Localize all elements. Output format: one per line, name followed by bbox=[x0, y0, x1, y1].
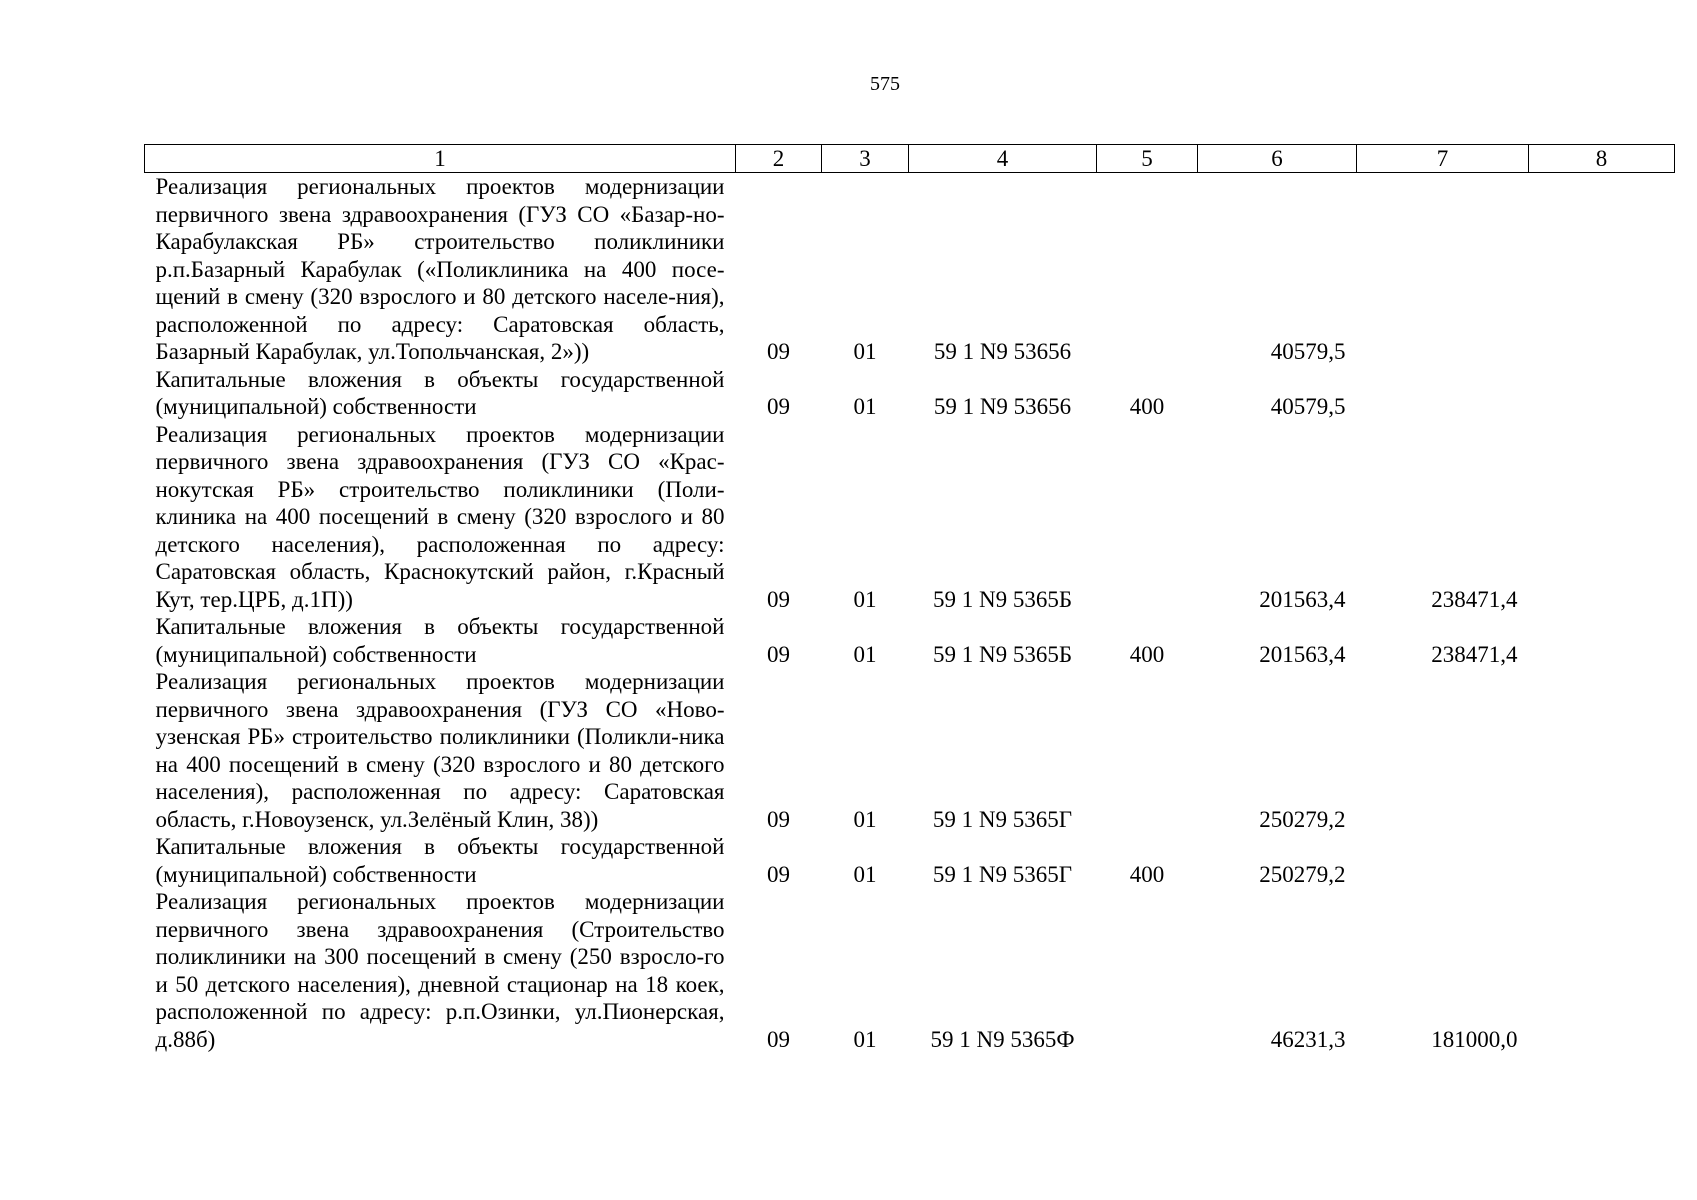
row-target-code: 59 1 N9 53656 bbox=[933, 339, 1072, 364]
row-amount-col7 bbox=[1357, 366, 1529, 421]
row-expense-type bbox=[1097, 668, 1198, 833]
row-target-code: 59 1 N9 5365Б bbox=[932, 641, 1073, 667]
header-col-1: 1 bbox=[145, 145, 736, 173]
header-col-8: 8 bbox=[1529, 145, 1675, 173]
row-target-code: 59 1 N9 5365Б bbox=[932, 586, 1073, 612]
row-target-code: 59 1 N9 5365Г bbox=[932, 806, 1073, 832]
row-description: Реализация региональных проектов модернизации первичного звена здравоохранения (ГУЗ СО «Базар-но-Карабулакская РБ» строительство поликлиники р.п.Базарный Карабулак («Поликлиника на 400 посе-щений в смену (320 взрослого и 80 детского населе-ния), расположенной по адресу: Саратовская область, Базарный Карабулак, ул.Топольчанская, 2»)) bbox=[155, 174, 725, 364]
table-row bbox=[145, 668, 1675, 833]
row-amount-col6: 250279,2 bbox=[1259, 806, 1346, 832]
row-target-code: 59 1 N9 5365Ф bbox=[930, 1026, 1075, 1052]
header-col-4: 4 bbox=[909, 145, 1097, 173]
header-row bbox=[145, 145, 1675, 173]
row-description: Реализация региональных проектов модернизации первичного звена здравоохранения (ГУЗ СО «Ново-узенская РБ» строительство поликлиники (Поликли-ника на 400 посещений в смену (320 взрослого и 80 детского населения), расположенная по адресу: Саратовская область, г.Новоузенск, ул.Зелёный Клин, 38)) bbox=[155, 669, 725, 832]
row-amount-col6: 46231,3 bbox=[1270, 1026, 1346, 1052]
row-amount-col7: 238471,4 bbox=[1431, 586, 1518, 612]
row-amount-col6: 40579,5 bbox=[1270, 339, 1346, 364]
row-target-code: 59 1 N9 5365Г bbox=[932, 861, 1073, 887]
row-amount-col8 bbox=[1529, 833, 1675, 888]
header-col-3: 3 bbox=[822, 145, 909, 173]
table-row bbox=[145, 366, 1675, 421]
row-amount-col6: 201563,4 bbox=[1259, 641, 1346, 667]
row-subsection: 01 bbox=[853, 586, 877, 612]
row-expense-type bbox=[1097, 888, 1198, 1053]
row-description: Реализация региональных проектов модернизации первичного звена здравоохранения (Строительство поликлиники на 300 посещений в смену (250 взросло-го и 50 детского населения), дневной стационар на 18 коек, расположенной по адресу: р.п.Озинки, ул.Пионерская, д.88б) bbox=[155, 889, 725, 1052]
row-section: 09 bbox=[767, 861, 790, 887]
row-section: 09 bbox=[767, 641, 790, 667]
row-expense-type bbox=[1097, 173, 1198, 366]
row-description: Капитальные вложения в объекты государственной (муниципальной) собственности bbox=[155, 834, 725, 887]
table-row bbox=[145, 613, 1675, 668]
row-expense-type: 400 bbox=[1129, 394, 1165, 419]
header-col-7: 7 bbox=[1357, 145, 1529, 173]
row-section: 09 bbox=[767, 339, 790, 364]
table-row bbox=[145, 421, 1675, 614]
row-target-code: 59 1 N9 53656 bbox=[933, 394, 1072, 419]
row-amount-col7: 238471,4 bbox=[1431, 641, 1518, 667]
row-description: Реализация региональных проектов модернизации первичного звена здравоохранения (ГУЗ СО «Крас-нокутская РБ» строительство поликлиники (Поли-клиника на 400 посещений в смену (320 взрослого и 80 детского населения), расположенная по адресу: Саратовская область, Краснокутский район, г.Красный Кут, тер.ЦРБ, д.1П)) bbox=[155, 421, 725, 612]
row-amount-col8 bbox=[1529, 613, 1675, 668]
row-amount-col8 bbox=[1529, 173, 1675, 366]
row-amount-col7 bbox=[1357, 833, 1529, 888]
table-row bbox=[145, 173, 1675, 366]
row-subsection: 01 bbox=[853, 339, 877, 364]
row-amount-col8 bbox=[1529, 888, 1675, 1053]
row-subsection: 01 bbox=[853, 1026, 877, 1052]
row-section: 09 bbox=[767, 394, 790, 419]
row-description: Капитальные вложения в объекты государственной (муниципальной) собственности bbox=[155, 614, 725, 667]
row-subsection: 01 bbox=[853, 861, 877, 887]
row-expense-type bbox=[1097, 421, 1198, 614]
row-section: 09 bbox=[767, 586, 790, 612]
row-subsection: 01 bbox=[853, 641, 877, 667]
row-amount-col6: 40579,5 bbox=[1270, 394, 1346, 419]
row-amount-col7: 181000,0 bbox=[1431, 1026, 1518, 1052]
row-description: Капитальные вложения в объекты государственной (муниципальной) собственности bbox=[155, 366, 725, 419]
header-col-2: 2 bbox=[736, 145, 822, 173]
row-amount-col6: 201563,4 bbox=[1259, 586, 1346, 612]
table-body bbox=[145, 173, 1675, 1054]
row-section: 09 bbox=[767, 806, 790, 832]
row-expense-type: 400 bbox=[1129, 641, 1165, 667]
header-col-6: 6 bbox=[1198, 145, 1357, 173]
table-row bbox=[145, 833, 1675, 888]
header-col-5: 5 bbox=[1097, 145, 1198, 173]
row-amount-col8 bbox=[1529, 421, 1675, 614]
table-row bbox=[145, 888, 1675, 1053]
table-header bbox=[145, 145, 1675, 173]
row-subsection: 01 bbox=[853, 394, 877, 419]
page-number: 575 bbox=[870, 73, 900, 95]
row-section: 09 bbox=[767, 1026, 790, 1052]
row-amount-col7 bbox=[1357, 668, 1529, 833]
row-amount-col6: 250279,2 bbox=[1259, 861, 1346, 887]
row-amount-col8 bbox=[1529, 668, 1675, 833]
row-amount-col7 bbox=[1357, 173, 1529, 366]
row-amount-col8 bbox=[1529, 366, 1675, 421]
budget-table bbox=[144, 144, 1675, 1053]
row-expense-type: 400 bbox=[1129, 861, 1165, 887]
row-subsection: 01 bbox=[853, 806, 877, 832]
